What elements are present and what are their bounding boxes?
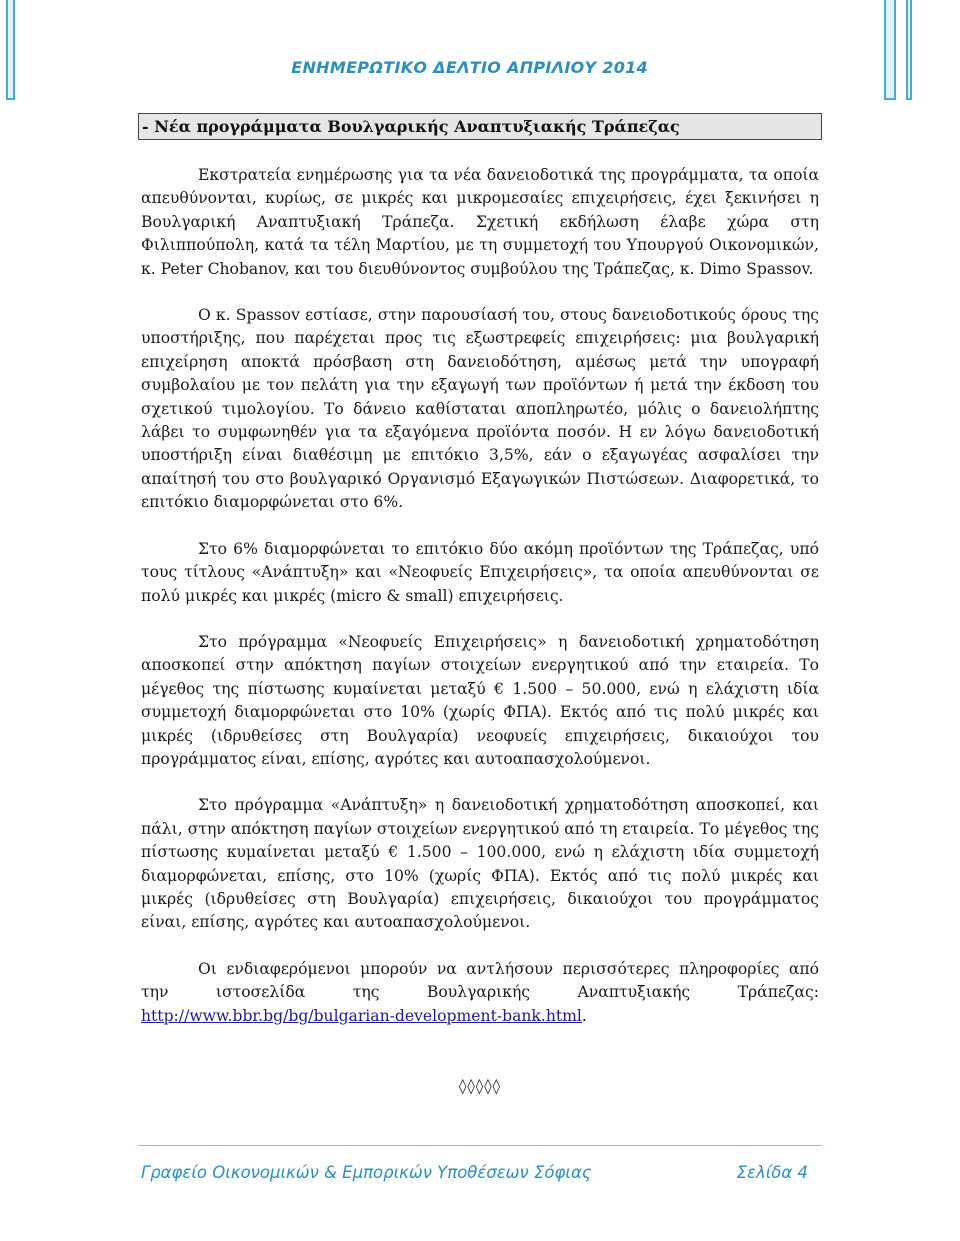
paragraph-1: Εκστρατεία ενημέρωσης για τα νέα δανειοδοτικά της προγράμματα, τα οποία απευθύνονται, κυρίως, σε μικρές και μικρομεσαίες επιχειρήσεις, έχει ξεκινήσει η Βουλγαρική Αναπτυξιακή Τράπεζα. Σχετική εκδήλωση έλαβε χώρα στη Φιλιππούπολη, κατά τα τέλη Μαρτίου, με τη συμμετοχή του Υπουργού Οικονομικών, κ. Peter Chobanov, και του διευθύνοντος συμβούλου της Τράπεζας, κ. Dimo Spassov. bbox=[141, 166, 819, 278]
footer-rule bbox=[138, 1145, 822, 1146]
decorative-bar-right-thin bbox=[906, 0, 912, 100]
newsletter-header-title: ΕΝΗΜΕΡΩΤΙΚΟ ΔΕΛΤΙΟ ΑΠΡΙΛΙΟΥ 2014 bbox=[291, 58, 648, 77]
paragraph-3: Στο 6% διαμορφώνεται το επιτόκιο δύο ακόμη προϊόντων της Τράπεζας, υπό τους τίτλους «Ανάπτυξη» και «Νεοφυείς Επιχειρήσεις», τα οποία απευθύνονται σε πολύ μικρές και μικρές (micro & small) επιχειρήσεις. bbox=[141, 539, 819, 605]
bank-website-link[interactable]: http://www.bbr.bg/bg/bulgarian-development-bank.html bbox=[141, 1006, 582, 1025]
closing-text: Οι ενδιαφερόμενοι μπορούν να αντλήσουν περισσότερες πληροφορίες από την ιστοσελίδα της Βουλγαρικής Αναπτυξιακής Τράπεζας: bbox=[141, 959, 819, 1002]
paragraph-2: Ο κ. Spassov εστίασε, στην παρουσίασή του, στους δανειοδοτικούς όρους της υποστήριξης, που παρέχεται προς τις εξωστρεφείς επιχειρήσεις: μια βουλγαρική επιχείρηση αποκτά πρόσβαση στη δανειοδότηση, αμέσως μετά την υπογραφή συμβολαίου με τον πελάτη για την εξαγωγή των προϊόντων ή μετά την έκδοση του σχετικού τιμολογίου. Το δάνειο καθίσταται αποπληρωτέο, μόλις ο δανειολήπτης λάβει το συμφωνηθέν για τα εξαγόμενα προϊόντα ποσόν. Η εν λόγω δανειοδοτική υποστήριξη είναι διαθέσιμη με επιτόκιο 3,5%, εάν ο εξαγωγέας ασφαλίσει την απαίτησή του στο βουλγαρικό Οργανισμό Εξαγωγικών Πιστώσεων. Διαφορετικά, το επιτόκιο διαμορφώνεται στο 6%. bbox=[141, 306, 819, 512]
section-divider: ◊◊◊◊◊ bbox=[458, 1077, 502, 1095]
closing-period: . bbox=[581, 1006, 587, 1025]
page-number: Σελίδα 4 bbox=[736, 1163, 808, 1182]
article-body bbox=[141, 164, 819, 1028]
decorative-bar-left bbox=[6, 0, 15, 100]
paragraph-5: Στο πρόγραμμα «Ανάπτυξη» η δανειοδοτική χρηματοδότηση αποσκοπεί, και πάλι, στην απόκτηση παγίων στοιχείων ενεργητικού από τη εταιρεία. Το μέγεθος της πίστωσης κυμαίνεται μεταξύ € 1.500 – 100.000, ενώ η ελάχιστη ιδία συμμετοχή διαμορφώνεται, επίσης, στο 10% (χωρίς ΦΠΑ). Εκτός από τις πολύ μικρές και μικρές (ιδρυθείσες στη Βουλγαρία) επιχειρήσεις, δικαιούχοι του προγράμματος είναι, επίσης, αγρότες και αυτοαπασχολούμενοι. bbox=[141, 796, 820, 932]
paragraph-4: Στο πρόγραμμα «Νεοφυείς Επιχειρήσεις» η δανειοδοτική χρηματοδότηση αποσκοπεί στην απόκτηση παγίων στοιχείων ενεργητικού από την εταιρεία. Το μέγεθος της πίστωσης κυμαίνεται μεταξύ € 1.500 – 50.000, ενώ η ελάχιστη ιδία συμμετοχή διαμορφώνεται στο 10% (χωρίς ΦΠΑ). Εκτός από τις πολύ μικρές και μικρές (ιδρυθείσες στη Βουλγαρία) νεοφυείς επιχειρήσεις, δικαιούχοι του προγράμματος είναι, επίσης, αγρότες και αυτοαπασχολούμενοι. bbox=[141, 632, 819, 768]
decorative-bar-right bbox=[884, 0, 896, 100]
section-title: - Νέα προγράμματα Βουλγαρικής Αναπτυξιακής Τράπεζας bbox=[138, 113, 822, 140]
paragraph-closing bbox=[141, 958, 819, 1028]
footer-office-name: Γραφείο Οικονομικών & Εμπορικών Υποθέσεων Σόφιας bbox=[141, 1163, 592, 1182]
